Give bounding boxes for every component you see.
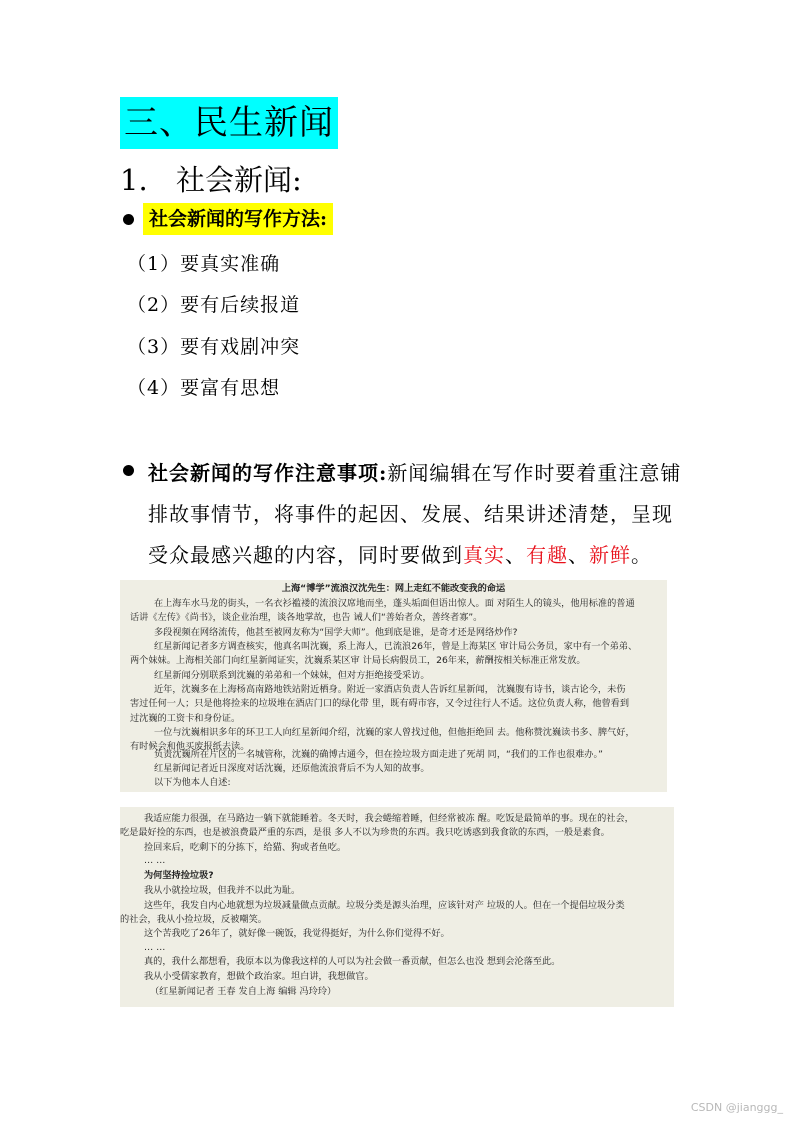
article-scan-1: [120, 580, 667, 792]
article-line: 一位与沈巍相识多年的环卫工人向红星新闻介绍，沈巍的家人曾找过他，但他拒绝回 去。他称赞沈巍读书多、脾气好，: [154, 727, 635, 738]
article-line: 捡回来后，吃剩下的分拣下，给猫、狗或者鱼吃。: [144, 842, 347, 853]
notes-heading: 社会新闻的写作注意事项:: [148, 461, 388, 485]
method-item: （1）要真实准确: [127, 253, 281, 275]
separator: 、: [568, 543, 589, 567]
methods-heading: 社会新闻的写作方法:: [143, 203, 333, 235]
article-line: 有时候会和他买废报纸去读。: [130, 741, 250, 752]
subsection-title: 社会新闻:: [176, 163, 302, 197]
article-line: 我适应能力很强，在马路边一躺下就能睡着。冬天时，我会蜷缩着睡，但经常被冻 醒。吃饭是最简单的事。现在的社会，: [144, 813, 634, 824]
notes-paragraph: [148, 453, 688, 576]
notes-text: 新闻编辑在写作时要着重注意铺排故事情节，将事件的起因、发展、结果讲述清楚，呈现受众最感兴趣的内容，同时要做到: [148, 461, 682, 567]
article-line: 害过任何一人；只是他将捡来的垃圾堆在酒店门口的绿化带 里，既有碍市容，又令过往行人不适。这位负责人称，他曾看到: [130, 698, 630, 709]
article-line: 这些年，我发自内心地就想为垃圾减量做点贡献。垃圾分类是源头治理，应该针对产 垃圾的人。但在一个提倡垃圾分类: [144, 900, 625, 911]
article-line: 这个苦我吃了26年了，就好像一碗饭，我觉得挺好，为什么你们觉得不好。: [144, 928, 450, 939]
article-scan-2: [120, 807, 674, 1007]
article-line: 话讲《左传》《尚书》，谈企业治理，谈各地掌故，也告 诫人们“善始者众，善终者寡”。: [130, 612, 483, 623]
article-line: 我从小受儒家教育，想做个政治家。坦白讲，我想做官。: [144, 971, 374, 982]
article-byline: （红星新闻记者 王春 发自上海 编辑 冯玲玲）: [150, 986, 337, 997]
article-line: … …: [144, 942, 166, 953]
article-line: 负责沈巍所在片区的一名城管称，沈巍的确博古通今，但在捡垃圾方面走进了死胡 同，“我们的工作也很难办。”: [154, 749, 603, 760]
article-line: 真的，我什么都想看，我原本以为像我这样的人可以为社会做一番贡献，但怎么也没 想到会沦落至此。: [144, 956, 561, 967]
article-line: 过沈巍的工资卡和身份证。: [130, 713, 241, 724]
method-item: （4）要富有思想: [127, 377, 281, 399]
article-line: 红星新闻分别联系到沈巍的弟弟和一个妹妹，但对方拒绝接受采访。: [154, 670, 430, 681]
article-line: 的社会，我从小捡垃圾，反被嘲笑。: [120, 914, 267, 925]
article-line: 红星新闻记者近日深度对话沈巍，还原他流浪背后不为人知的故事。: [154, 763, 430, 774]
watermark: CSDN @jianggg_: [690, 1101, 783, 1114]
method-item: （2）要有后续报道: [127, 294, 301, 316]
article-line: 吃是最好捡的东西，也是被浪费最严重的东西，是很 多人不以为珍贵的东西。我只吃诱惑到我食欲的东西，一般是素食。: [120, 827, 610, 838]
keyword-true: 真实: [463, 543, 505, 567]
method-item: （3）要有戏剧冲突: [127, 336, 301, 358]
subsection-heading: [120, 160, 302, 200]
article-line: 我从小就捡垃圾，但我并不以此为耻。: [144, 885, 301, 896]
keyword-fresh: 新鲜: [589, 543, 631, 567]
article-line: 红星新闻记者多方调查核实，他真名叫沈巍，系上海人，已流浪26年，曾是上海某区 审计局公务员，家中有一个弟弟、: [154, 641, 638, 652]
bullet-icon: [123, 214, 134, 225]
article-line: 在上海车水马龙的街头，一名衣衫褴褛的流浪汉席地而坐，蓬头垢面但语出惊人。面 对陌生人的镜头，他用标准的普通: [154, 598, 635, 609]
keyword-interesting: 有趣: [526, 543, 568, 567]
separator: 、: [505, 543, 526, 567]
article-line: … …: [144, 855, 166, 866]
article-line: 以下为他本人自述:: [154, 777, 231, 788]
article-title: 上海“博学”流浪汉沈先生：网上走红不能改变我的命运: [281, 583, 506, 594]
section-title: 三、民生新闻: [120, 97, 338, 149]
article-line: 近年，沈巍多在上海杨高南路地铁站附近栖身。附近一家酒店负责人告诉红星新闻， 沈巍腹有诗书，谈古论今，未伤: [154, 684, 626, 695]
article-subheading: 为何坚持捡垃圾?: [144, 870, 214, 881]
article-line: 多段视频在网络流传，他甚至被网友称为“国学大师”。他到底是谁，是奇才还是网络炒作?: [154, 627, 518, 638]
article-line: 两个妹妹。上海相关部门向红星新闻证实，沈巍系某区审 计局长病假员工，26年来，薪酬按相关标准正常发放。: [130, 655, 586, 666]
subsection-number: 1.: [120, 163, 148, 197]
period: 。: [631, 543, 652, 567]
bullet-icon: [123, 465, 134, 476]
